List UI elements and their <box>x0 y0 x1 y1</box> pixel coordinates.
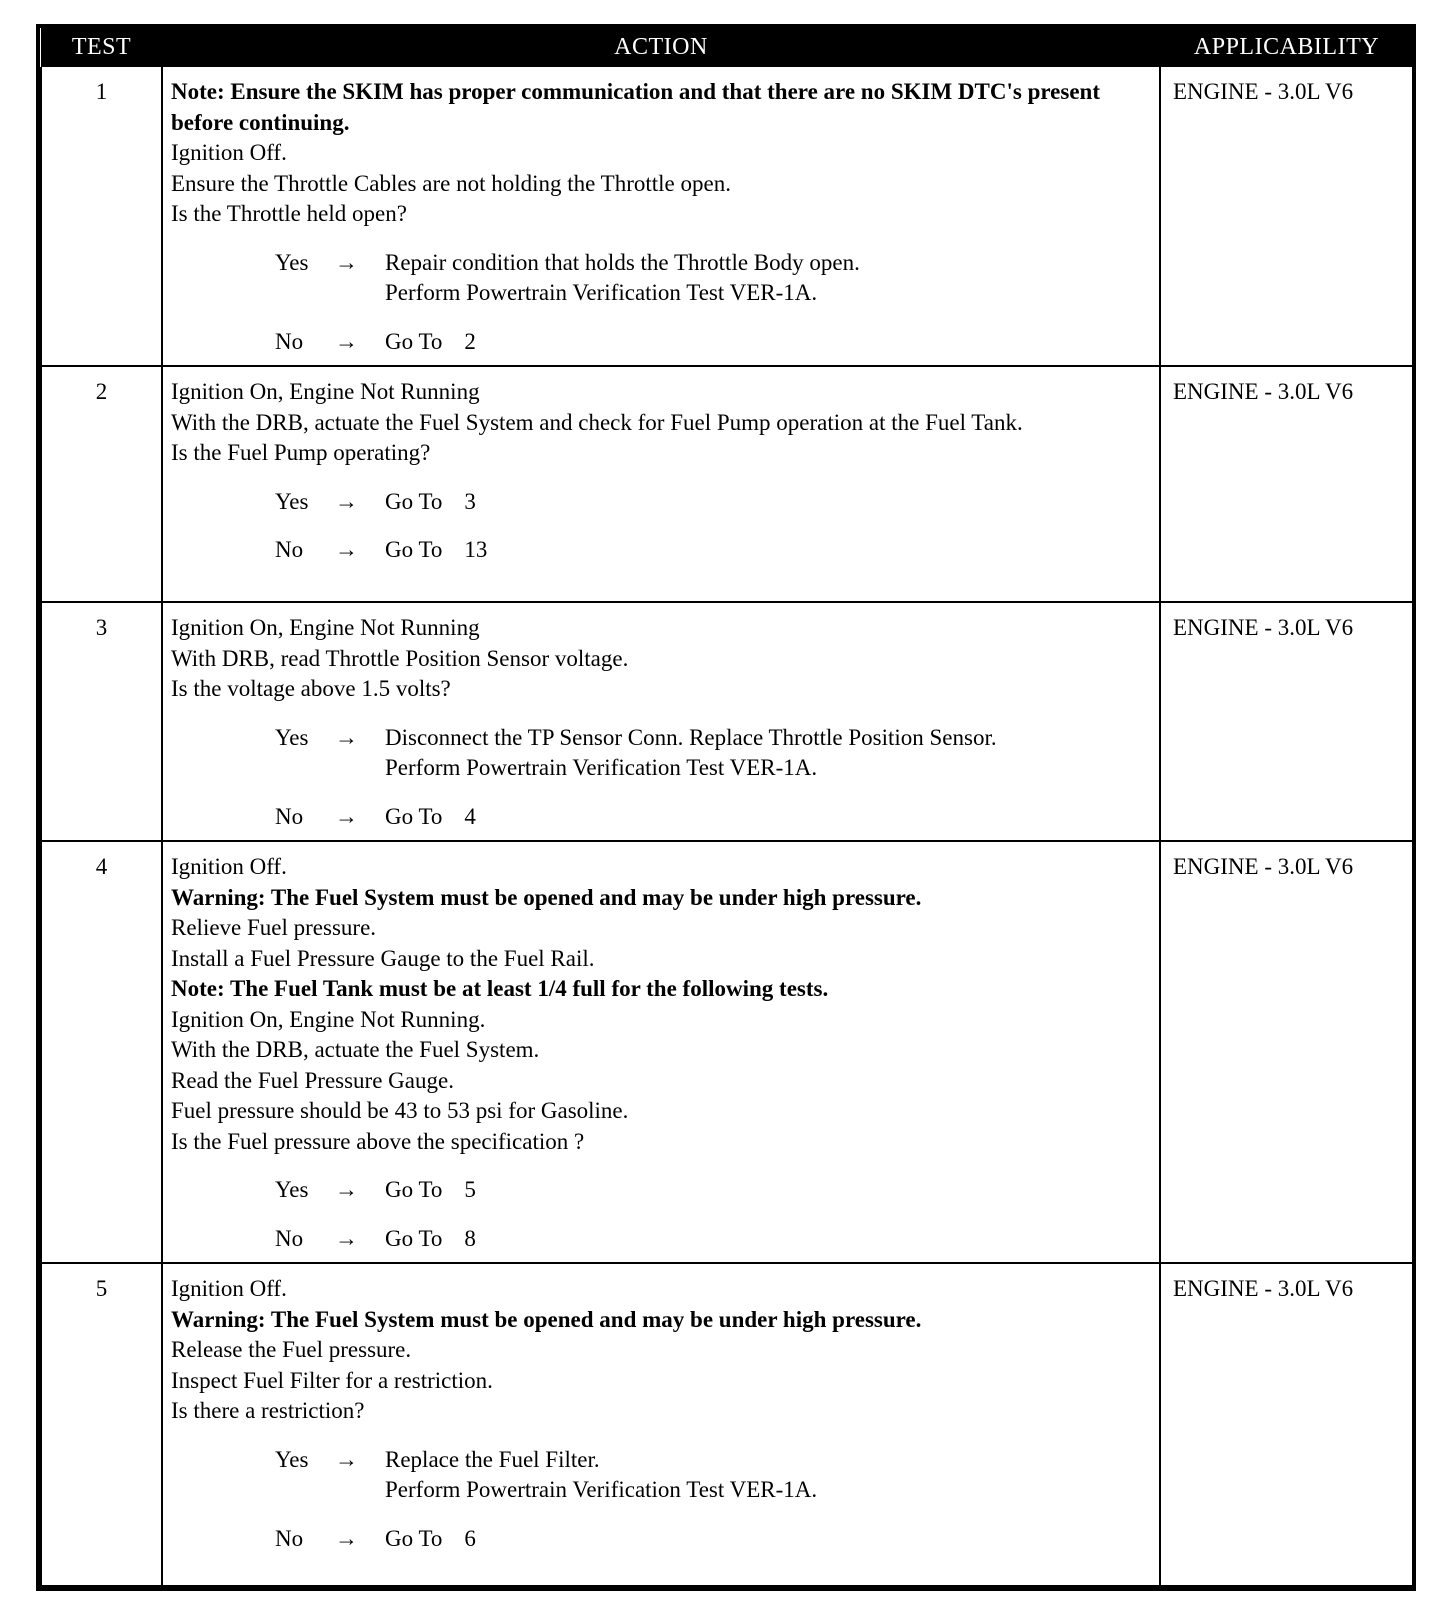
test-number: 3 <box>41 602 162 841</box>
action-step: Is the voltage above 1.5 volts? <box>171 676 451 701</box>
diagnostic-test-table <box>40 28 1414 1587</box>
goto-label: Go To <box>385 803 443 829</box>
table-body <box>41 67 1413 1586</box>
outcome-answer: Yes <box>275 1446 309 1472</box>
table-row <box>41 841 1413 1263</box>
action-step: Ignition On, Engine Not Running <box>171 615 480 640</box>
outcome-answer: Yes <box>275 249 309 275</box>
arrow-icon: → <box>335 1525 358 1551</box>
action-cell <box>162 1263 1160 1586</box>
arrow-icon: → <box>335 1225 358 1251</box>
action-step: With DRB, read Throttle Position Sensor voltage. <box>171 645 629 671</box>
action-step: Is the Fuel pressure above the specification ? <box>171 1128 585 1154</box>
action-step: Ignition On, Engine Not Running <box>171 379 480 404</box>
outcome-result <box>385 248 1151 309</box>
action-step: Fuel pressure should be 43 to 53 psi for Gasoline. <box>171 1098 629 1123</box>
table-row <box>41 1263 1413 1586</box>
applicability: ENGINE - 3.0L V6 <box>1160 1263 1413 1586</box>
outcome-list <box>171 248 1151 358</box>
goto-label: Go To <box>385 328 443 354</box>
arrow-icon: → <box>335 803 358 829</box>
goto-test-number: 3 <box>464 488 476 514</box>
outcome-list <box>171 1445 1151 1555</box>
action-note: Note: Ensure the SKIM has proper communication and that there are no SKIM DTC's present before continuing. <box>171 79 1100 135</box>
outcome-result <box>385 1445 1151 1506</box>
outcome-yes <box>275 487 1151 518</box>
action-step: Ignition On, Engine Not Running. <box>171 1006 486 1032</box>
goto-test-number: 13 <box>464 537 488 562</box>
test-number: 5 <box>41 1263 162 1586</box>
action-step: Is the Fuel Pump operating? <box>171 440 431 465</box>
outcome-no <box>275 1524 1151 1555</box>
outcome-result <box>385 802 1151 833</box>
arrow-icon: → <box>335 1177 358 1202</box>
outcome-answer: No <box>275 1225 304 1251</box>
test-number: 4 <box>41 841 162 1263</box>
outcome-list <box>171 723 1151 833</box>
outcome-result-line: Perform Powertrain Verification Test VER-1A. <box>385 755 818 780</box>
outcome-list <box>171 487 1151 566</box>
action-step: Relieve Fuel pressure. <box>171 915 377 940</box>
goto-test-number: 5 <box>464 1177 476 1202</box>
action-step: Is the Throttle held open? <box>171 201 407 226</box>
action-step: Ignition Off. <box>171 1276 287 1301</box>
outcome-yes <box>275 1445 1151 1506</box>
action-cell <box>162 602 1160 841</box>
outcome-result <box>385 1224 1151 1255</box>
applicability: ENGINE - 3.0L V6 <box>1160 67 1413 366</box>
table-row <box>41 366 1413 602</box>
arrow-icon: → <box>335 488 358 514</box>
outcome-answer: Yes <box>275 488 309 514</box>
goto-label: Go To <box>385 488 443 514</box>
arrow-icon: → <box>335 328 358 354</box>
test-number: 1 <box>41 67 162 366</box>
action-step: With the DRB, actuate the Fuel System and check for Fuel Pump operation at the Fuel Tank. <box>171 409 1023 435</box>
diagnostic-table-frame <box>36 24 1416 1591</box>
outcome-result <box>385 327 1151 358</box>
applicability: ENGINE - 3.0L V6 <box>1160 602 1413 841</box>
applicability: ENGINE - 3.0L V6 <box>1160 841 1413 1263</box>
action-cell <box>162 366 1160 602</box>
table-row <box>41 602 1413 841</box>
action-step: Install a Fuel Pressure Gauge to the Fuel Rail. <box>171 945 595 971</box>
action-cell <box>162 67 1160 366</box>
goto-label: Go To <box>385 537 443 562</box>
header-applicability: APPLICABILITY <box>1160 28 1413 67</box>
action-step: With the DRB, actuate the Fuel System. <box>171 1037 540 1062</box>
action-step: Ignition Off. <box>171 854 287 879</box>
goto-label: Go To <box>385 1177 443 1202</box>
arrow-icon: → <box>335 249 358 275</box>
test-number: 2 <box>41 366 162 602</box>
outcome-no <box>275 535 1151 566</box>
outcome-result <box>385 487 1151 518</box>
outcome-result-line: Replace the Fuel Filter. <box>385 1446 600 1472</box>
arrow-icon: → <box>335 1446 358 1472</box>
outcome-list <box>171 1175 1151 1254</box>
outcome-result <box>385 535 1151 566</box>
goto-label: Go To <box>385 1225 443 1251</box>
arrow-icon: → <box>335 724 358 750</box>
outcome-yes <box>275 248 1151 309</box>
action-step: Ignition Off. <box>171 140 287 165</box>
outcome-answer: No <box>275 328 304 354</box>
outcome-result-line: Repair condition that holds the Throttle Body open. <box>385 249 860 275</box>
outcome-result <box>385 723 1151 784</box>
goto-test-number: 8 <box>464 1225 476 1251</box>
header-test: TEST <box>41 28 162 67</box>
action-cell <box>162 841 1160 1263</box>
outcome-answer: No <box>275 537 304 562</box>
goto-label: Go To <box>385 1525 443 1551</box>
outcome-no <box>275 1224 1151 1255</box>
outcome-yes <box>275 723 1151 784</box>
outcome-answer: Yes <box>275 724 309 750</box>
goto-test-number: 6 <box>464 1525 476 1551</box>
action-note: Warning: The Fuel System must be opened and may be under high pressure. <box>171 1306 922 1332</box>
outcome-answer: No <box>275 803 304 829</box>
action-step: Read the Fuel Pressure Gauge. <box>171 1067 454 1093</box>
outcome-yes <box>275 1175 1151 1206</box>
outcome-result-line: Perform Powertrain Verification Test VER-1A. <box>385 280 818 305</box>
arrow-icon: → <box>335 537 358 562</box>
outcome-no <box>275 802 1151 833</box>
table-row <box>41 67 1413 366</box>
outcome-answer: Yes <box>275 1177 309 1202</box>
outcome-result-line: Perform Powertrain Verification Test VER-1A. <box>385 1477 818 1502</box>
outcome-no <box>275 327 1151 358</box>
outcome-result-line: Disconnect the TP Sensor Conn. Replace Throttle Position Sensor. <box>385 724 997 750</box>
header-action: ACTION <box>162 28 1160 67</box>
applicability: ENGINE - 3.0L V6 <box>1160 366 1413 602</box>
action-step: Is there a restriction? <box>171 1398 365 1423</box>
goto-test-number: 2 <box>464 328 476 354</box>
table-header-row <box>41 28 1413 67</box>
action-note: Note: The Fuel Tank must be at least 1/4 full for the following tests. <box>171 976 829 1001</box>
outcome-result <box>385 1175 1151 1206</box>
action-note: Warning: The Fuel System must be opened and may be under high pressure. <box>171 884 922 910</box>
goto-test-number: 4 <box>464 803 476 829</box>
outcome-answer: No <box>275 1525 304 1551</box>
action-step: Release the Fuel pressure. <box>171 1337 412 1362</box>
action-step: Inspect Fuel Filter for a restriction. <box>171 1367 493 1393</box>
action-step: Ensure the Throttle Cables are not holding the Throttle open. <box>171 170 731 196</box>
outcome-result <box>385 1524 1151 1555</box>
